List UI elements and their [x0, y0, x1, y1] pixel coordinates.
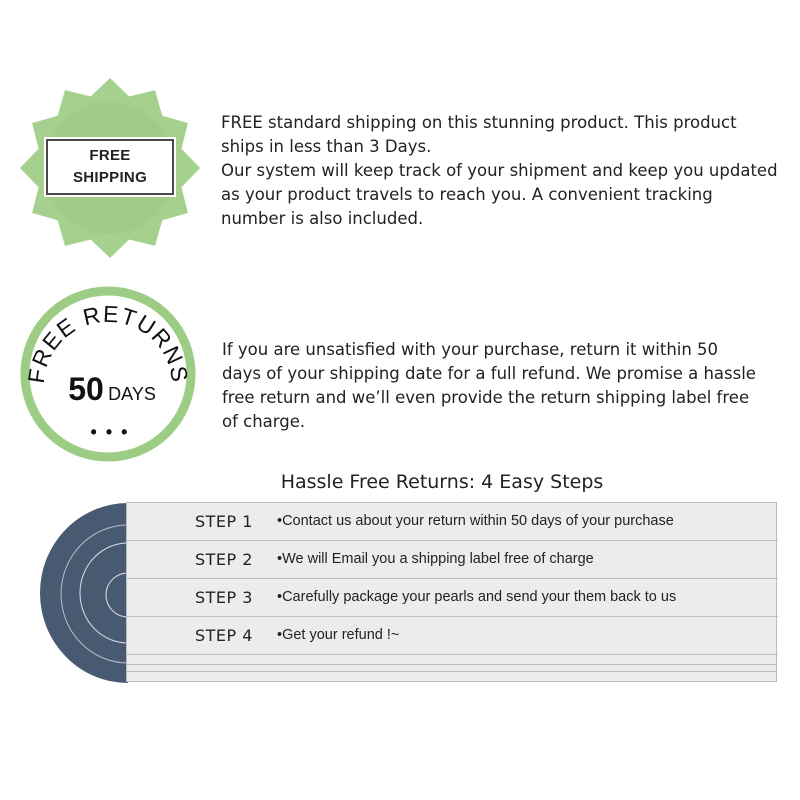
- shipping-paragraph-1: FREE standard shipping on this stunning product. This product ships in less than 3 Days.: [221, 113, 737, 156]
- steps-arc-graphic: [40, 503, 128, 683]
- step-text: •Contact us about your return within 50 days of your purchase: [277, 513, 674, 529]
- step-label: STEP 4: [195, 626, 253, 645]
- step-row-1: [127, 503, 778, 541]
- divider: [127, 654, 778, 655]
- step-text: •We will Email you a shipping label free of charge: [277, 551, 594, 567]
- returns-paragraph: If you are unsatisfied with your purchase, return it within 50 days of your shipping date for a full refund. We promise a hassle free return and we’ll even provide the return shipping label free of charge.: [222, 340, 756, 431]
- concentric-arc-icon: [40, 503, 128, 683]
- step-label: STEP 2: [195, 550, 253, 569]
- seal-number: 50: [68, 371, 104, 407]
- shipping-paragraph-2: Our system will keep track of your shipment and keep you updated as your product travels to reach you. A convenient tracking number is also included.: [221, 161, 778, 228]
- steps-panel: [126, 502, 777, 682]
- seal-dots: • • •: [90, 422, 130, 442]
- step-text: •Carefully package your pearls and send your them back to us: [277, 589, 677, 605]
- returns-description: [222, 338, 762, 434]
- step-row-4: [127, 617, 778, 655]
- seal-arc-text: FREE RETURNS: [22, 300, 194, 385]
- step-label: STEP 1: [195, 512, 253, 531]
- badge-line-1: FREE: [89, 147, 131, 164]
- step-row-2: [127, 541, 778, 579]
- returns-seal-ring-icon: [20, 286, 196, 462]
- badge-line-2: SHIPPING: [72, 169, 148, 186]
- free-shipping-label: [46, 139, 174, 195]
- steps-heading: Hassle Free Returns: 4 Easy Steps: [280, 471, 604, 493]
- step-text: •Get your refund !~: [277, 627, 400, 643]
- free-returns-seal: [20, 286, 196, 462]
- seal-unit: DAYS: [108, 384, 156, 404]
- step-label: STEP 3: [195, 588, 253, 607]
- shipping-description: [221, 111, 781, 231]
- step-row-3: [127, 579, 778, 617]
